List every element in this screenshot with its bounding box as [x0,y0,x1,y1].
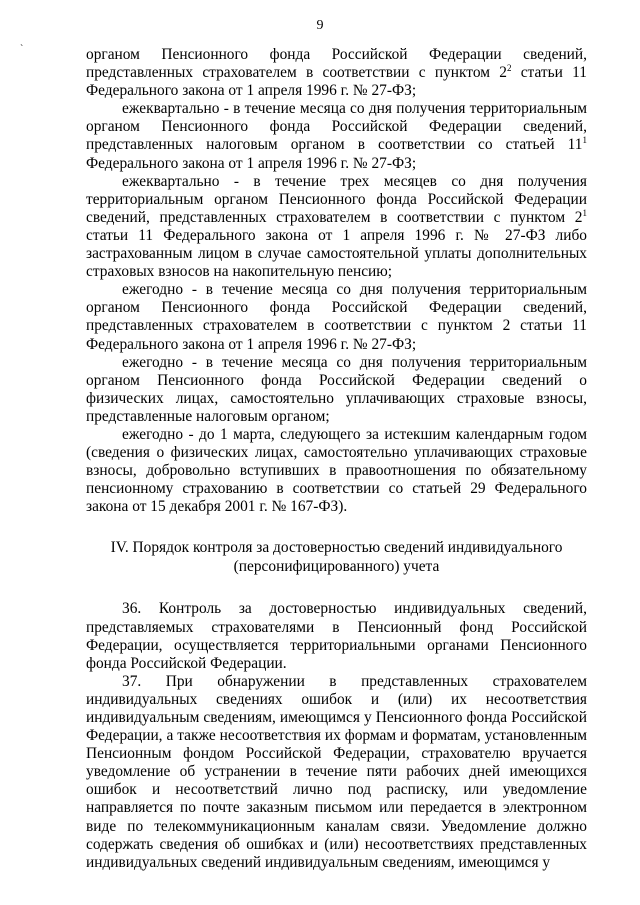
document-body [86,46,587,872]
superscript: 1 [582,207,587,218]
paragraph-quarterly-three-months: ежеквартально - в течение трех месяцев со дня получения территориальным органом Пенсионного фонда Российской Федерации сведений, представленных страхователем в соответствии с пунктом $2^1$ статьи 11 Федерального закона от 1 апреля 1996 г. № 27-ФЗ либо застрахованным лицом в случае самостоятельной уплаты дополнительных страховых взносов на накопительную пенсию; [86,172,587,281]
paragraph-annual-insurer: ежегодно - в течение месяца со дня получения территориальным органом Пенсионного фонда Российской Федерации сведений, представленных страхователем в соответствии с пунктом 2 статьи 11 Федерального закона от 1 апреля 1996 г. № 27-ФЗ; [86,281,587,353]
superscript: 2 [506,63,512,74]
margin-mark: ` [20,44,24,55]
paragraph-quarterly-tax: ежеквартально - в течение месяца со дня получения территориальным органом Пенсионного фонда Российской Федерации сведений, представленных налоговым органом в соответствии со статьей $11^1$ Федерального закона от 1 апреля 1996 г. № 27-ФЗ; [86,100,587,172]
section-heading-line-2: (персонифицированного) учета [233,558,440,576]
paragraph-continuation: органом Пенсионного фонда Российской Федерации сведений, представленных страхователем в соответствии с пунктом $2^2$ статьи 11 Федерального закона от 1 апреля 1996 г. № 27-ФЗ; [86,46,587,100]
paragraph-annual-tax: ежегодно - в течение месяца со дня получения территориальным органом Пенсионного фонда Российской Федерации сведений о физических лицах, самостоятельно уплачивающих страховые взносы, представленные налоговым органом; [86,353,587,425]
superscript: 1 [582,135,587,146]
clause-36: 36. Контроль за достоверностью индивидуальных сведений, представляемых страхователями в Пенсионный фонд Российской Федерации, осуществляется территориальными органами Пенсионного фонда Российской Федерации. [86,600,587,672]
section-heading [86,538,587,576]
section-heading-line-1: IV. Порядок контроля за достоверностью сведений индивидуального [110,539,563,557]
page-number: 9 [316,18,324,33]
paragraph-annual-march: ежегодно - до 1 марта, следующего за истекшим календарным годом (сведения о физических лицах, самостоятельно уплачивающих страховые взносы, добровольно вступивших в правоотношения по обязательному пенсионному страхованию в соответствии со статьей 29 Федерального закона от 15 декабря 2001 г. № 167-ФЗ). [86,425,587,516]
clause-37: 37. При обнаружении в представленных страхователем индивидуальных сведениях ошибок и (или) их несоответствия индивидуальным сведениям, имеющимся у Пенсионного фонда Российской Федерации, а также несоответствия их формам и форматам, установленным Пенсионным фондом Российской Федерации, страхователю вручается уведомление об устранении в течение пяти рабочих дней имеющихся ошибок и несоответствий лично под расписку, или уведомление направляется по почте заказным письмом или передается в электронном виде по телекоммуникационным каналам связи. Уведомление должно содержать сведения об ошибках и (или) несоответствиях представленных индивидуальных сведений индивидуальным сведениям, имеющимся у [86,672,587,871]
